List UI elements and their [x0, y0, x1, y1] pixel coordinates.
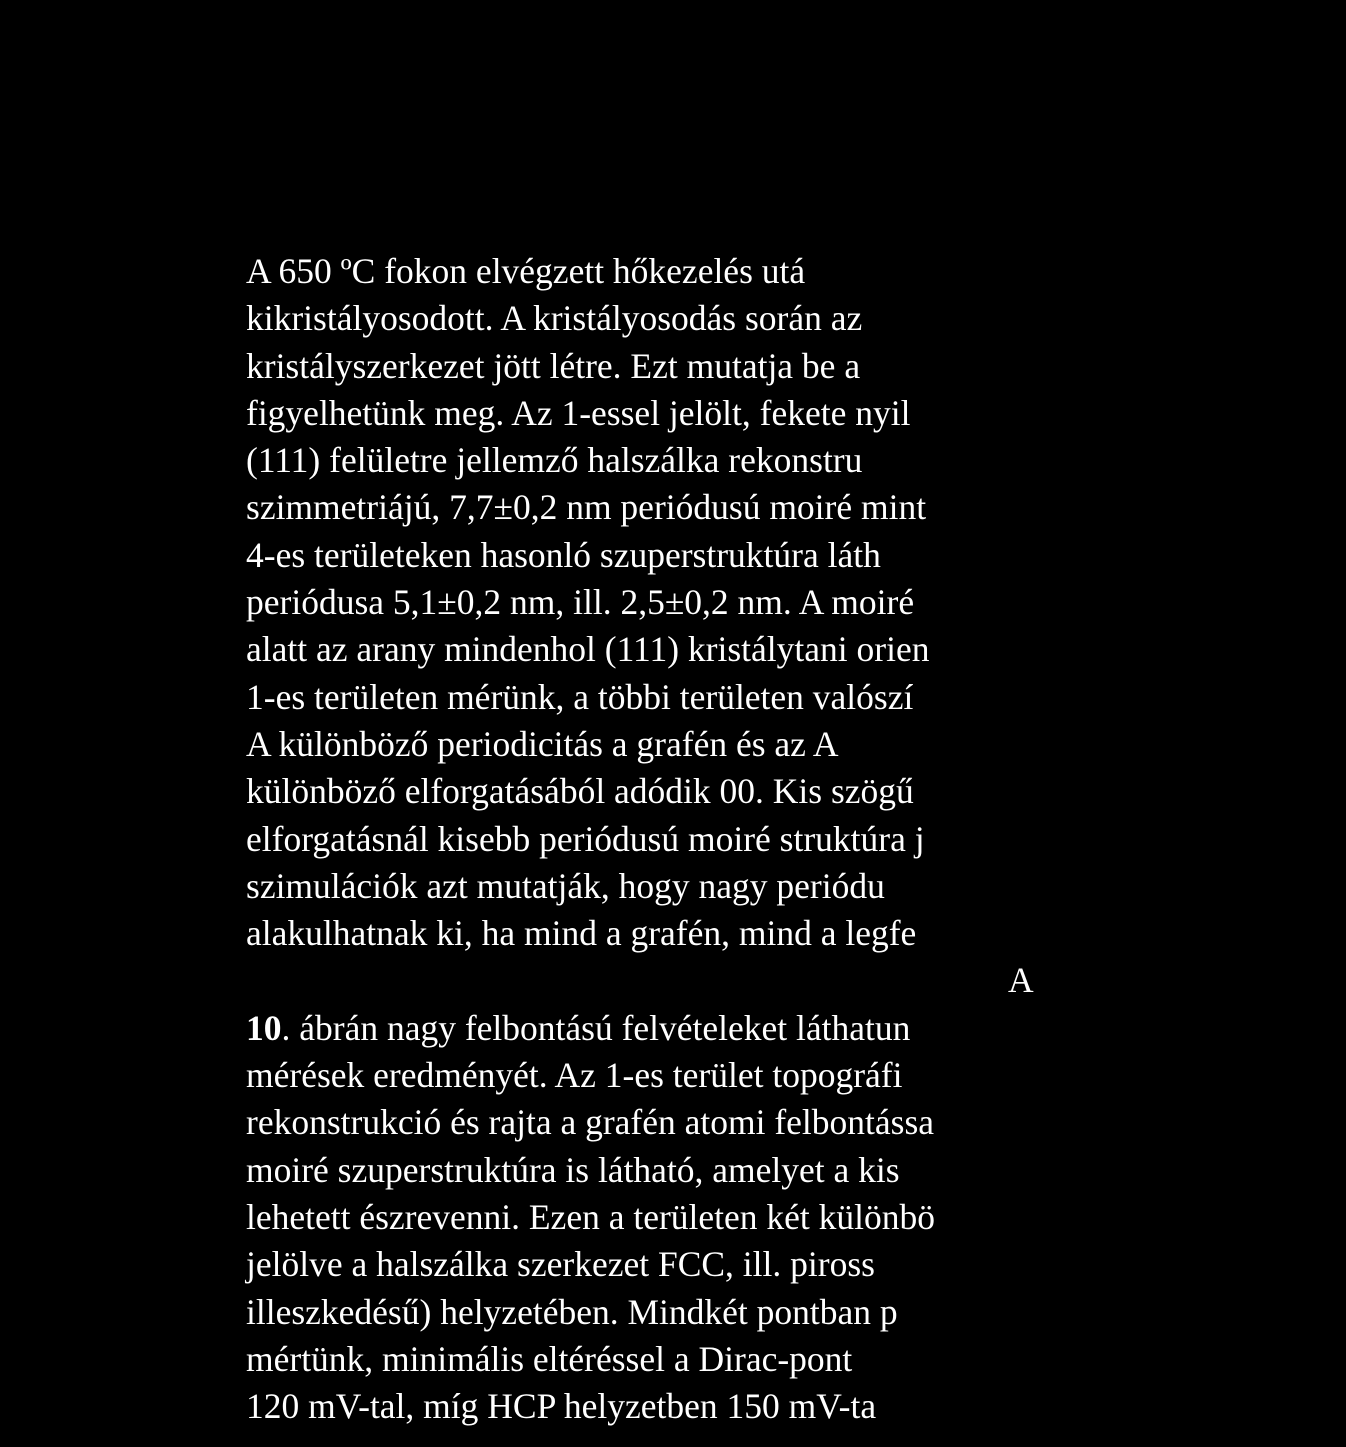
text-line: illeszkedésű) helyzetében. Mindkét pontban p: [246, 1291, 898, 1332]
figure-number-bold: 10: [246, 1007, 282, 1048]
text-line: kikristályosodott. A kristályosodás során az: [246, 298, 863, 339]
text-line: 4-es területeken hasonló szuperstruktúra láth: [246, 534, 881, 575]
text-line: jelölve a halszálka szerkezet FCC, ill. piross: [246, 1244, 875, 1285]
text-line: kristályszerkezet jött létre. Ezt mutatja be a: [246, 345, 861, 386]
text-line: moiré szuperstruktúra is látható, amelyet a kis: [246, 1149, 900, 1190]
document-text-block: [246, 248, 1346, 1430]
text-line: 1-es területen mérünk, a többi területen valószí: [246, 676, 914, 717]
text-line: különböző elforgatásából adódik 00. Kis szögű: [246, 771, 914, 812]
text-line: (111) felületre jellemző halszálka rekonstru: [246, 440, 863, 481]
text-line: mérések eredményét. Az 1-es terület topográfi: [246, 1055, 903, 1096]
text-line-right-fragment: A: [1008, 960, 1034, 1001]
text-line: periódusa 5,1±0,2 nm, ill. 2,5±0,2 nm. A moiré: [246, 582, 915, 623]
text-line: szimmetriájú, 7,7±0,2 nm periódusú moiré mint: [246, 487, 927, 528]
text-line: szimulációk azt mutatják, hogy nagy periódu: [246, 865, 885, 906]
text-line: figyelhetünk meg. Az 1-essel jelölt, fekete nyil: [246, 392, 911, 433]
text-line-figure-reference: [246, 1005, 1346, 1052]
text-line: alakulhatnak ki, ha mind a grafén, mind a legfe: [246, 913, 917, 954]
text-line-rest: . ábrán nagy felbontású felvételeket láthatun: [281, 1007, 911, 1048]
text-line: 120 mV-tal, míg HCP helyzetben 150 mV-ta: [246, 1386, 877, 1427]
text-line: elforgatásnál kisebb periódusú moiré struktúra j: [246, 818, 925, 859]
text-line: A 650 ºC fokon elvégzett hőkezelés utá: [246, 251, 806, 291]
text-line: alatt az arany mindenhol (111) kristálytani orien: [246, 629, 930, 670]
text-line: rekonstrukció és rajta a grafén atomi felbontássa: [246, 1102, 935, 1143]
text-line: mértünk, minimális eltéréssel a Dirac-pont: [246, 1338, 853, 1379]
text-line: lehetett észrevenni. Ezen a területen két különbö: [246, 1196, 935, 1237]
text-line: A különböző periodicitás a grafén és az A: [246, 723, 839, 764]
